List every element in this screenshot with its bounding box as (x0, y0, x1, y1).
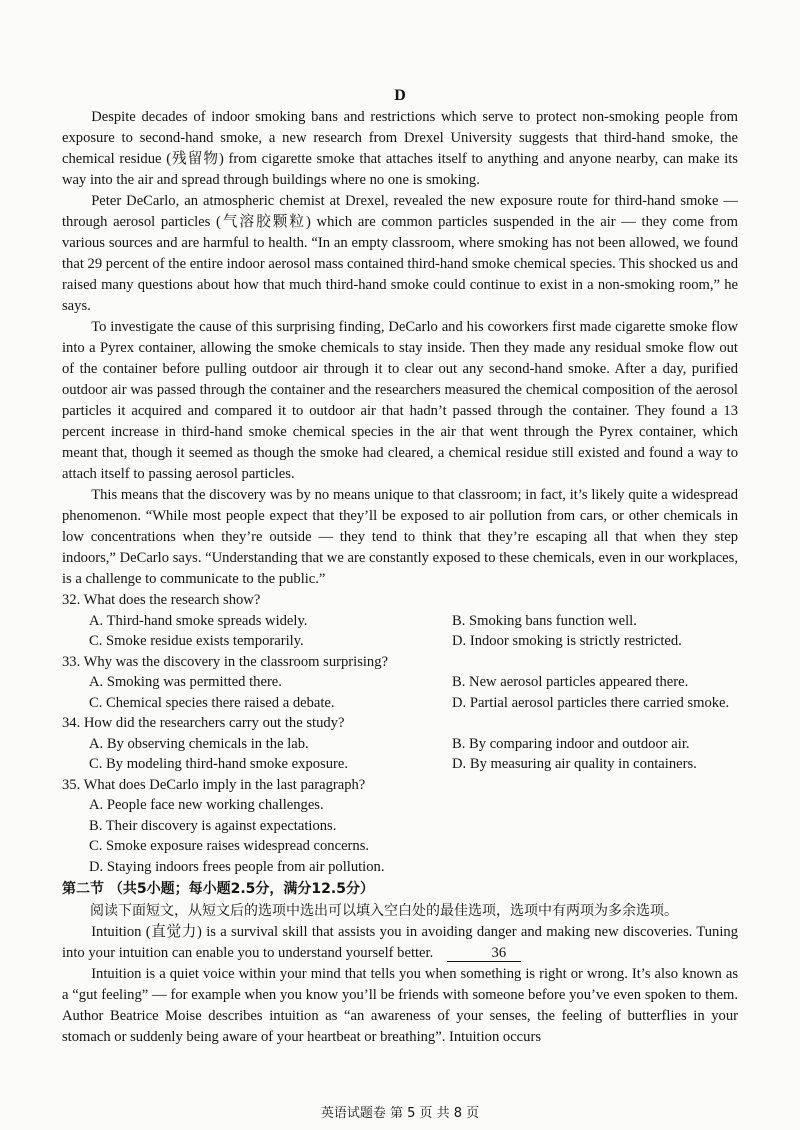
passage-paragraph: Despite decades of indoor smoking bans and restrictions which serve to protect non-smoking people from exposure to second-hand smoke, a new research from Drexel University suggests that third-hand smoke, the chemical residue (残留物) from cigarette smoke that attaches itself to anything and anyone nearby, can make its way into the air and spread through buildings where no one is smoking. (62, 109, 738, 188)
part2-heading: 第二节 （共5小题；每小题2.5分，满分12.5分） (62, 881, 374, 897)
option-a: A. People face new working challenges. (89, 797, 324, 813)
option-c: C. Smoke residue exists temporarily. (89, 633, 304, 649)
option-c: C. By modeling third-hand smoke exposure. (89, 756, 349, 772)
question-stem: 34. How did the researchers carry out the study? (62, 715, 345, 731)
option-d: D. Indoor smoking is strictly restricted. (452, 633, 682, 649)
cloze-paragraph (62, 922, 738, 964)
option-d: D. Staying indoors frees people from air pollution. (89, 858, 385, 875)
question-stem: 33. Why was the discovery in the classroom surprising? (62, 653, 389, 670)
option-d: D. Partial aerosol particles there carried smoke. (452, 694, 730, 711)
section-letter: D (394, 87, 406, 104)
question-stem: 32. What does the research show? (62, 592, 261, 608)
option-grid (62, 734, 738, 775)
cloze-paragraph: Intuition is a quiet voice within your mind that tells you when something is right or wrong. It’s also known as a “gut feeling” — for example when you know you’ll be friends with someone before you’ve even spoken to them. Author Beatrice Moise describes intuition as “an awareness of your senses, the feeling of butterflies in your stomach or suddenly being aware of your heartbeat or breathing”. Intuition occurs (62, 966, 738, 1045)
reading-passage (62, 107, 738, 590)
option-b: B. New aerosol particles appeared there. (452, 674, 689, 690)
question-33 (62, 652, 738, 714)
answer-blank-36[interactable]: 36 (447, 945, 521, 962)
option-b: B. Their discovery is against expectations. (89, 817, 337, 834)
option-a: A. Third-hand smoke spreads widely. (89, 612, 308, 629)
cloze-text: Intuition (直觉力) is a survival skill that assists you in avoiding danger and making new discoveries. Tuning into your intuition can enable you to understand yourself better. (62, 924, 738, 961)
option-b: B. Smoking bans function well. (452, 612, 637, 629)
option-a: A. By observing chemicals in the lab. (89, 735, 309, 752)
question-32 (62, 590, 738, 652)
option-a: A. Smoking was permitted there. (89, 674, 282, 690)
option-grid (62, 672, 738, 713)
option-grid (62, 611, 738, 652)
question-34 (62, 713, 738, 775)
option-c: C. Smoke exposure raises widespread concerns. (89, 838, 370, 854)
page-footer: 英语试题卷 第 5 页 共 8 页 (320, 1106, 480, 1121)
passage-paragraph: Peter DeCarlo, an atmospheric chemist at Drexel, revealed the new exposure route for third-hand smoke — through aerosol particles (气溶胶颗粒) which are common particles suspended in the air — they come from various sources and are harmful to health. “In an empty classroom, where smoking has not been allowed, we found that 29 percent of the entire indoor aerosol mass contained third-hand smoke chemical species. This shocked us and raised many questions about how that much third-hand smoke could continue to exist in a non-smoking room,” he says. (62, 193, 738, 314)
question-35 (62, 775, 738, 878)
part2-instruction: 阅读下面短文，从短文后的选项中选出可以填入空白处的最佳选项，选项中有两项为多余选项。 (90, 903, 678, 919)
passage-paragraph: This means that the discovery was by no means unique to that classroom; in fact, it’s likely quite a widespread phenomenon. “While most people expect that they’ll be exposed to air pollution from cars, or other chemicals in low concentrations when they’re outside — they tend to think that they’re escaping all that when they step indoors,” DeCarlo says. “Understanding that we are constantly exposed to these chemicals, even in our workplaces, is a challenge to communicate to the public.” (62, 487, 738, 587)
option-c: C. Chemical species there raised a debate. (89, 694, 335, 711)
option-b: B. By comparing indoor and outdoor air. (452, 735, 690, 752)
passage-paragraph: To investigate the cause of this surprising finding, DeCarlo and his coworkers first made cigarette smoke flow into a Pyrex container, allowing the smoke chemicals to stay inside. Then they made any residual smoke flow out of the container before pulling outdoor air through it to clear out any second-hand smoke. After a day, purified outdoor air was passed through the container and the researchers measured the chemical composition of the aerosol particles it acquired and compared it to outdoor air that hadn’t passed through the container. They found a 13 percent increase in third-hand smoke chemical species in the air that went through the Pyrex container, which meant that, though it seemed as though the smoke had cleared, a chemical residue still existed and found a way to attach itself to passing aerosol particles. (62, 319, 738, 482)
option-d: D. By measuring air quality in containers. (452, 756, 697, 772)
question-stem: 35. What does DeCarlo imply in the last paragraph? (62, 776, 366, 793)
